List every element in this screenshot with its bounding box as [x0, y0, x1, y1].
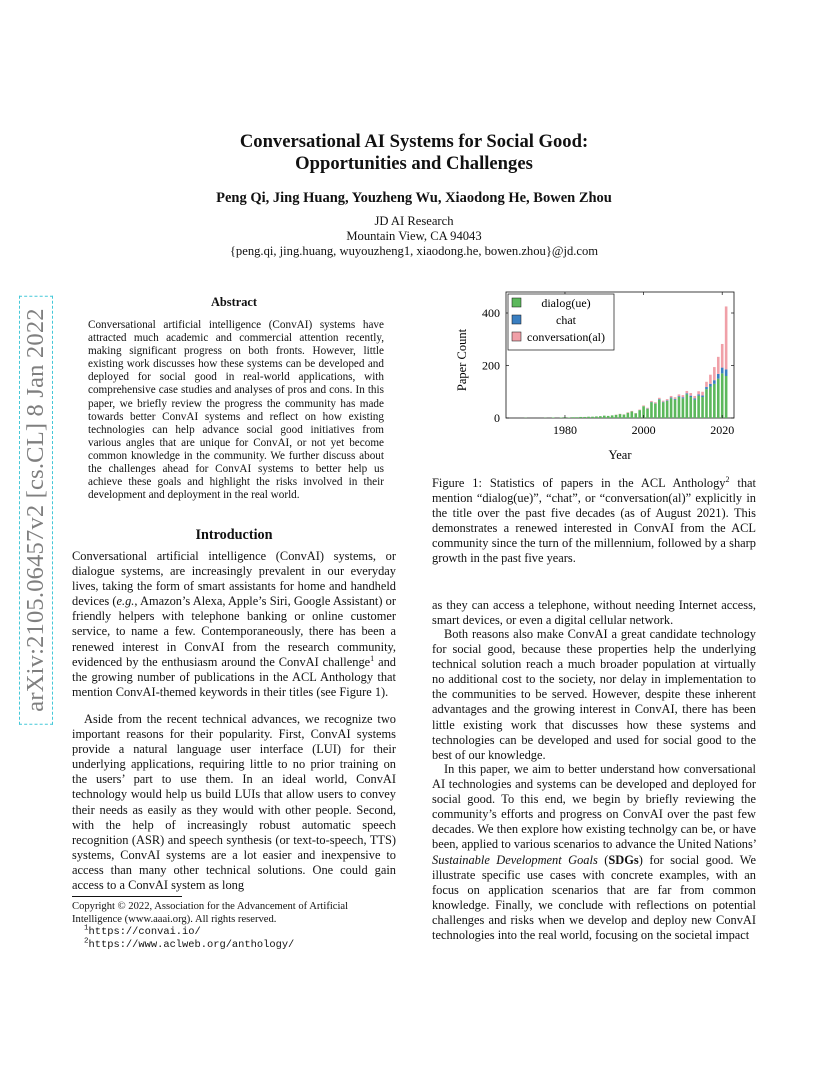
p1-text-b: , Amazon’s Alexa, Apple’s Siri, Google Assistant) or friendly helpers with telephone banking or online customer service, to name a few. Contemporaneously, there has been a renewed interest in ConvAI from the research community, evidenced by the enthusiasm around the ConvAI challenge	[72, 594, 396, 669]
p1-eg: e.g.	[116, 594, 135, 609]
bar-1987-series-0	[591, 417, 594, 418]
p5-text-a: In this paper, we aim to better understand how conversational AI technologies and systems can be developed and deployed for social good. To this end, we begin by briefly reviewing the community’s efforts and progress on ConvAI over the past few decades. We then explore how existing technolgy can be, or have been, applied to various scenarios to advance the United Nations’	[432, 762, 756, 852]
y-tick-label-0: 0	[494, 411, 500, 425]
bar-2012-series-1	[689, 396, 692, 397]
bar-1982-series-0	[572, 417, 575, 418]
footnotes	[72, 900, 396, 952]
footnote-1	[72, 926, 396, 939]
bar-2009-series-1	[678, 396, 681, 397]
bar-2019-series-2	[717, 357, 720, 374]
footnote-2-mark: 2	[84, 937, 89, 946]
y-tick-label-400: 400	[482, 306, 500, 320]
bar-2009-series-0	[678, 397, 681, 418]
p5-sdg-italic: Sustainable Development Goals	[432, 852, 598, 867]
bar-1996-series-0	[627, 413, 630, 418]
authors: Peng Qi, Jing Huang, Youzheng Wu, Xiaodong He, Bowen Zhou	[216, 190, 612, 206]
bar-1990-series-0	[603, 416, 606, 418]
p5-sdg-bold: SDGs	[608, 852, 639, 867]
bar-2002-series-0	[650, 402, 653, 418]
footnote-1-link[interactable]: https://convai.io/	[88, 926, 201, 938]
bar-1993-series-0	[615, 415, 618, 418]
copyright-note: Copyright © 2022, Association for the Advancement of Artificial Intelligence (www.aaai.org). All rights reserved.	[72, 901, 349, 925]
bar-2017-series-2	[709, 375, 712, 384]
legend-swatch-1	[512, 315, 521, 324]
intro-paragraph-2-cont: as they can access a telephone, without needing Internet access, smart devices, or even a digital cellular network.	[432, 598, 756, 628]
bar-2021-series-2	[725, 306, 728, 369]
title-line-2: Opportunities and Challenges	[295, 153, 533, 174]
caption-text-b: that mention “dialog(ue)”, “chat”, or “conversation(al)” explicitly in the title over the past five decades (as of August 2021). This demonstrates a renewed interested in ConvAI from the ACL community since the turn of the millennium, followed by a sharp growth in the past five years.	[432, 476, 756, 566]
legend-label-1: chat	[556, 313, 576, 327]
bar-2016-series-2	[705, 382, 708, 387]
bar-2006-series-1	[666, 400, 669, 401]
bar-2003-series-0	[654, 404, 657, 418]
bar-2012-series-2	[689, 393, 692, 396]
bar-2020-series-0	[721, 373, 724, 418]
bar-2021-series-1	[725, 369, 728, 376]
affiliation-block	[100, 214, 728, 260]
bar-2020-series-1	[721, 368, 724, 374]
figure-1-chart	[438, 280, 738, 470]
legend-swatch-2	[512, 332, 521, 341]
bar-2010-series-2	[682, 395, 685, 397]
footnote-ref-1[interactable]: 1	[370, 653, 375, 663]
bar-1984-series-0	[579, 417, 582, 418]
intro-paragraph-3: Both reasons also make ConvAI a great candidate technology for social good, because these properties help the underlying technical solution reach a much broader population at virtually no additional cost to the society, nor delay in implementation to the communities to be served. However, despite these inherent advantages and the growing interest in ConvAI, there has been little existing work that discusses how these systems and technologies can be developed and used for social good to the best of our knowledge.	[432, 627, 756, 762]
introduction-heading: Introduction	[195, 527, 273, 543]
bar-2006-series-2	[666, 399, 669, 400]
p5-text-b: (	[597, 852, 609, 867]
bar-2006-series-0	[666, 401, 669, 418]
bar-2021-series-0	[725, 376, 728, 418]
arxiv-stamp	[0, 0, 60, 1072]
legend-swatch-0	[512, 298, 521, 307]
bar-2011-series-0	[686, 394, 689, 418]
bar-2014-series-2	[697, 391, 700, 394]
bar-1983-series-0	[575, 417, 578, 418]
figure-caption	[432, 476, 756, 567]
bar-2017-series-0	[709, 387, 712, 419]
bar-2013-series-2	[693, 396, 696, 398]
legend-label-0: dialog(ue)	[541, 296, 591, 310]
footnote-2	[72, 939, 396, 952]
bar-2015-series-1	[701, 395, 704, 397]
bar-2003-series-2	[654, 402, 657, 403]
bar-1999-series-2	[638, 410, 641, 411]
bar-1981-series-0	[568, 417, 571, 418]
bar-1986-series-0	[587, 417, 590, 418]
bar-2007-series-0	[670, 398, 673, 418]
bar-1997-series-0	[630, 411, 633, 418]
bar-2008-series-1	[674, 399, 677, 400]
legend	[508, 294, 614, 350]
bar-1998-series-0	[634, 413, 637, 418]
bar-2002-series-2	[650, 401, 653, 402]
bar-1992-series-0	[611, 415, 614, 418]
bar-2001-series-2	[646, 408, 649, 409]
bar-2020-series-2	[721, 344, 724, 368]
abstract-text: Conversational artificial intelligence (ConvAI) systems have attracted much academic and commercial attention recently, making significant progress on both fronts. However, little existing work discusses how these systems can be developed and deployed for social good in real-world applications, with comprehensive case studies and analyses of pros and cons. In this paper, we briefly review the progress the community has made towards better ConvAI systems and reflect on how existing technologies can help advance social good initiatives from various angles that are unique for ConvAI, or not yet become common knowledge in the community. We further discuss about the challenges ahead for ConvAI systems to better help us achieve these goals and highlight the risks involved in their development and deployment in the real world.	[88, 319, 384, 502]
bar-2015-series-0	[701, 397, 704, 418]
y-tick-label-200: 200	[482, 358, 500, 373]
footnote-rule	[72, 896, 182, 897]
bar-1977-series-0	[552, 417, 555, 418]
bar-2004-series-1	[658, 399, 661, 400]
bar-2008-series-2	[674, 397, 677, 399]
x-tick-label-1980: 1980	[552, 423, 577, 437]
paper-title	[100, 131, 728, 175]
bar-1988-series-0	[595, 416, 598, 418]
affiliation: JD AI Research	[374, 214, 454, 228]
p5-text-c: ) for social good. We illustrate specific use cases with concrete examples, with an focus on application scenarios that are far from common knowledge. Finally, we conclude with reflections on potential challenges and risks when we develop and deploy new ConvAI technologies into the real world, focusing on the societal impact	[432, 852, 756, 943]
bar-2010-series-0	[682, 398, 685, 418]
abstract-heading: Abstract	[210, 295, 258, 309]
bar-1991-series-0	[607, 416, 610, 418]
bar-2015-series-2	[701, 392, 704, 396]
x-tick-label-2020: 2020	[710, 423, 735, 437]
bar-2013-series-1	[693, 398, 696, 399]
footnote-2-link[interactable]: https://www.aclweb.org/anthology/	[88, 939, 295, 951]
bar-2017-series-1	[709, 384, 712, 387]
bar-1994-series-0	[619, 414, 622, 418]
bar-2005-series-2	[662, 401, 665, 402]
bar-2004-series-0	[658, 400, 661, 418]
bar-1985-series-0	[583, 417, 586, 418]
bar-2019-series-0	[717, 379, 720, 418]
emails: {peng.qi, jing.huang, wuyouzheng1, xiaodong.he, bowen.zhou}@jd.com	[229, 244, 599, 259]
bar-2000-series-2	[642, 405, 645, 406]
intro-paragraph-4	[432, 762, 756, 943]
x-axis-label: Year	[608, 448, 632, 462]
bar-2005-series-1	[662, 402, 665, 403]
bar-1999-series-0	[638, 410, 641, 418]
footnote-1-mark: 1	[84, 924, 89, 933]
bar-2019-series-1	[717, 374, 720, 379]
bar-1996-series-2	[627, 412, 630, 413]
p1-text-c: and the growing number of publications in the ACL Anthology that mention ConvAI-themed keywords in their titles (see Figure 1).	[72, 654, 396, 699]
bar-2007-series-2	[670, 396, 673, 398]
bar-2010-series-1	[682, 397, 685, 398]
bar-1995-series-0	[623, 415, 626, 418]
bar-2018-series-2	[713, 367, 716, 380]
bar-2013-series-0	[693, 400, 696, 418]
bar-1979-series-0	[560, 417, 563, 418]
bar-2014-series-1	[697, 394, 700, 395]
bar-2009-series-2	[678, 394, 681, 396]
bar-2011-series-1	[686, 393, 689, 394]
bar-2018-series-1	[713, 380, 716, 384]
arxiv-id-text[interactable]: arXiv:2105.06457v2 [cs.CL] 8 Jan 2022	[19, 295, 53, 724]
caption-footnote-ref[interactable]: 2	[725, 474, 730, 484]
legend-label-2: conversation(al)	[527, 330, 605, 344]
bar-2016-series-1	[705, 387, 708, 389]
bar-2007-series-1	[670, 398, 673, 399]
y-axis-label: Paper Count	[455, 328, 469, 392]
intro-paragraph-2: Aside from the recent technical advances, we recognize two important reasons for their popularity. First, ConvAI systems provide a natural language user interface (LUI) for their underlying applications, requiring little to no prior training on the users’ part to use them. In an ideal world, ConvAI technology would help us build LUIs that allow users to convey their needs as easily as they would with other people. Second, with the help of increasingly robust automatic speech recognition (ASR) and speech synthesis (or text-to-speech, TTS) systems, ConvAI systems are a lot easier and inexpensive to access than many other technical solutions. One could gain access to a ConvAI system as long	[72, 712, 396, 893]
bar-2008-series-0	[674, 400, 677, 418]
bar-2012-series-0	[689, 397, 692, 418]
bar-1997-series-2	[630, 411, 633, 412]
bar-2014-series-0	[697, 396, 700, 418]
bar-2018-series-0	[713, 384, 716, 418]
x-tick-label-2000: 2000	[631, 423, 656, 437]
bar-2005-series-0	[662, 402, 665, 418]
caption-text-a: Figure 1: Statistics of papers in the ACL Anthology	[432, 476, 726, 490]
p1-text-a: Conversational artificial intelligence (ConvAI) systems, or dialogue systems, are increasingly prevalent in our everyday lives, taking the form of smart assistants for home and handheld devices (	[72, 549, 396, 609]
location: Mountain View, CA 94043	[346, 229, 482, 244]
bar-1989-series-0	[599, 416, 602, 418]
title-line-1: Conversational AI Systems for Social Good:	[239, 131, 589, 152]
bar-2001-series-0	[646, 409, 649, 418]
intro-paragraph-1	[72, 549, 396, 700]
bar-2004-series-2	[658, 398, 661, 399]
bar-2016-series-0	[705, 389, 708, 418]
bar-2011-series-2	[686, 391, 689, 393]
